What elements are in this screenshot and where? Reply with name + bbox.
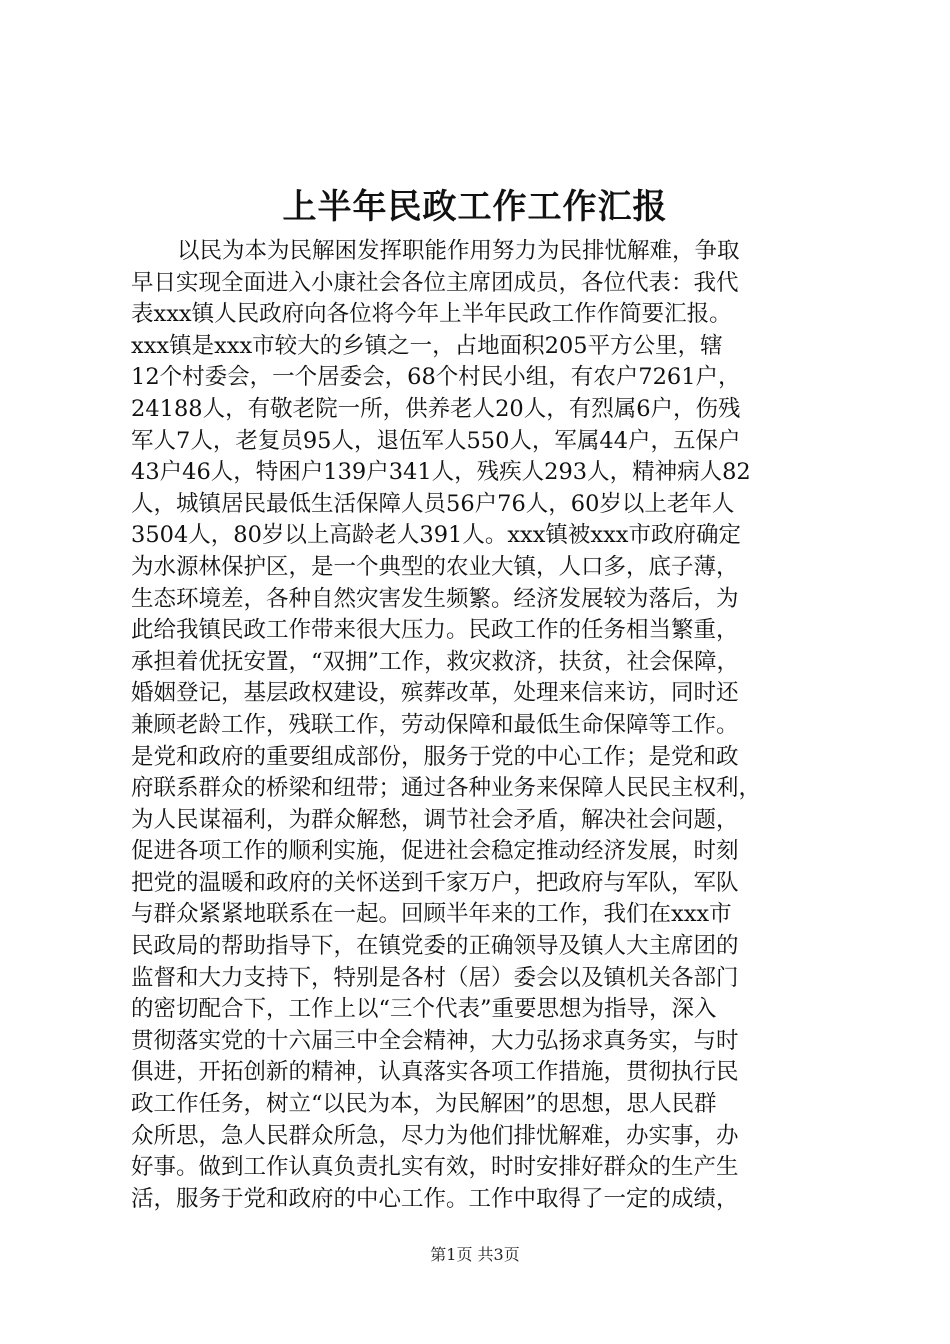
page-number-footer: 第1页 共3页 bbox=[430, 1245, 520, 1264]
document-body bbox=[131, 236, 821, 1215]
body-line: 好事。做到工作认真负责扎实有效，时时安排好群众的生产生 bbox=[131, 1154, 739, 1181]
body-line: 俱进，开拓创新的精神，认真落实各项工作措施，贯彻执行民 bbox=[131, 1059, 739, 1086]
body-line: 婚姻登记，基层政权建设，殡葬改革，处理来信来访，同时还 bbox=[131, 680, 739, 707]
body-line: 政工作任务，树立“以民为本，为民解困”的思想，思人民群 bbox=[131, 1091, 717, 1118]
body-line: 3504人，80岁以上高龄老人391人。xxx镇被xxx市政府确定 bbox=[131, 522, 741, 549]
body-line: 是党和政府的重要组成部份，服务于党的中心工作；是党和政 bbox=[131, 743, 739, 770]
body-line: 与群众紧紧地联系在一起。回顾半年来的工作，我们在xxx市 bbox=[131, 901, 732, 928]
body-line: 表xxx镇人民政府向各位将今年上半年民政工作作简要汇报。 bbox=[131, 301, 732, 328]
body-line: 早日实现全面进入小康社会各位主席团成员，各位代表：我代 bbox=[131, 269, 739, 296]
body-line: 促进各项工作的顺利实施，促进社会稳定推动经济发展，时刻 bbox=[131, 838, 739, 865]
body-line: 生态环境差，各种自然灾害发生频繁。经济发展较为落后，为 bbox=[131, 585, 739, 612]
body-line: 为水源林保护区，是一个典型的农业大镇，人口多，底子薄， bbox=[131, 553, 739, 580]
body-line: 此给我镇民政工作带来很大压力。民政工作的任务相当繁重， bbox=[131, 617, 739, 644]
body-line: 为人民谋福利，为群众解愁，调节社会矛盾，解决社会问题， bbox=[131, 806, 739, 833]
body-line: 12个村委会，一个居委会，68个村民小组，有农户7261户， bbox=[131, 364, 741, 391]
body-line: 众所思，急人民群众所急，尽力为他们排忧解难，办实事，办 bbox=[131, 1122, 739, 1149]
body-line: 民政局的帮助指导下，在镇党委的正确领导及镇人大主席团的 bbox=[131, 933, 739, 960]
document-title: 上半年民政工作工作汇报 bbox=[282, 187, 668, 227]
body-line: 以民为本为民解困发挥职能作用努力为民排忧解难，争取 bbox=[177, 238, 740, 264]
body-line: 把党的温暖和政府的关怀送到千家万户，把政府与军队，军队 bbox=[131, 869, 739, 896]
body-line: xxx镇是xxx市较大的乡镇之一，占地面积205平方公里，辖 bbox=[131, 332, 723, 359]
body-line: 的密切配合下，工作上以“三个代表”重要思想为指导，深入 bbox=[131, 996, 717, 1023]
body-line: 活，服务于党和政府的中心工作。工作中取得了一定的成绩， bbox=[131, 1185, 739, 1212]
body-line: 贯彻落实党的十六届三中全会精神，大力弘扬求真务实，与时 bbox=[131, 1027, 739, 1054]
body-line: 承担着优抚安置，“双拥”工作，救灾救济，扶贫，社会保障， bbox=[131, 648, 740, 675]
body-line: 兼顾老龄工作，残联工作，劳动保障和最低生命保障等工作。 bbox=[131, 711, 739, 738]
body-line: 军人7人，老复员95人，退伍军人550人，军属44户，五保户 bbox=[131, 427, 741, 454]
body-line: 43户46人，特困户139户341人，残疾人293人，精神病人82 bbox=[131, 459, 751, 486]
body-line: 24188人，有敬老院一所，供养老人20人，有烈属6户，伤残 bbox=[131, 395, 741, 422]
body-line: 人，城镇居民最低生活保障人员56户76人，60岁以上老年人 bbox=[131, 490, 735, 517]
body-line: 监督和大力支持下，特别是各村（居）委会以及镇机关各部门 bbox=[131, 964, 739, 991]
body-line: 府联系群众的桥梁和纽带；通过各种业务来保障人民民主权利， bbox=[131, 775, 762, 802]
